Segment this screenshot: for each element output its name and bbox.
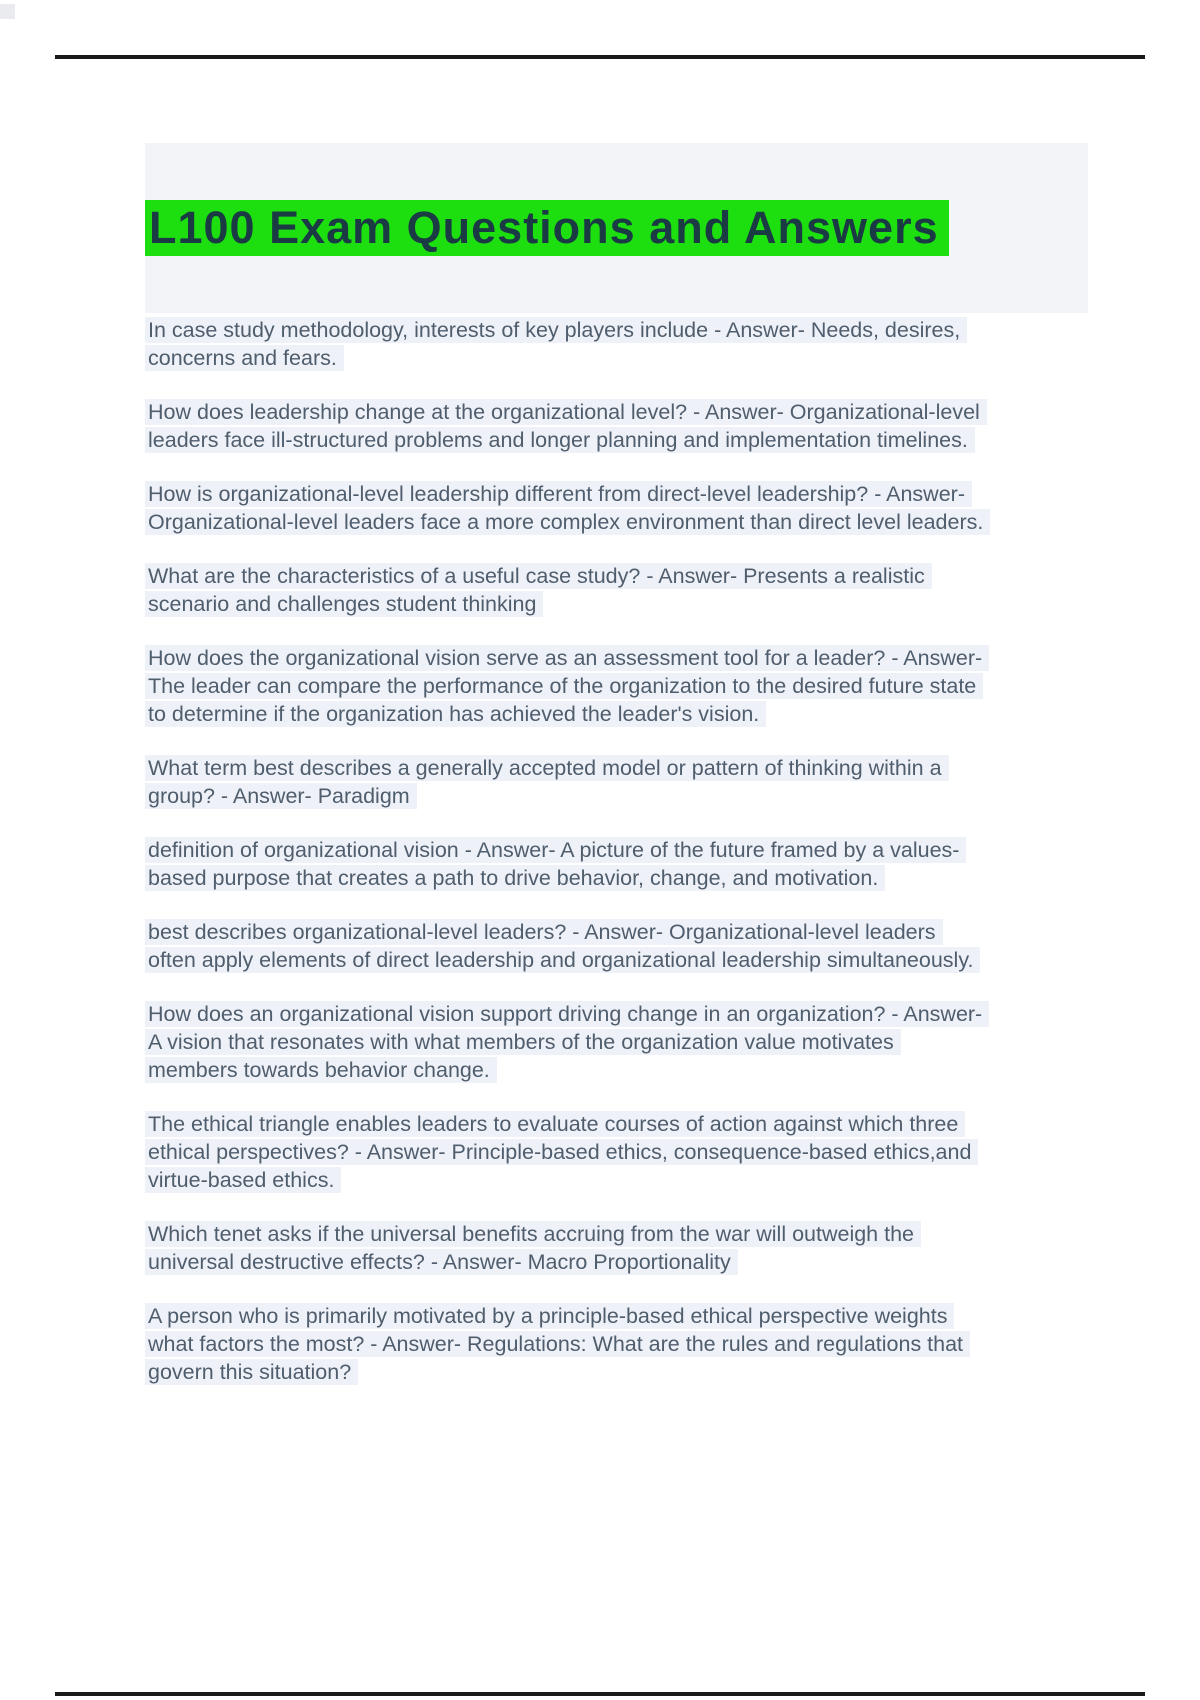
qa-line: what factors the most? - Answer- Regulations: What are the rules and regulations that [145,1331,970,1357]
qa-line: concerns and fears. [145,345,344,371]
qa-list [145,316,1088,1386]
page-corner-artifact [0,4,15,19]
qa-line: scenario and challenges student thinking [145,591,543,617]
document-content [145,143,1088,1412]
qa-paragraph [145,1302,1088,1386]
title-section [145,143,1088,313]
qa-line: leaders face ill-structured problems and longer planning and implementation timelines. [145,427,975,453]
qa-paragraph [145,480,1088,536]
qa-line: What are the characteristics of a useful case study? - Answer- Presents a realistic [145,563,932,589]
qa-paragraph [145,316,1088,372]
page-title-highlighted-text: L100 Exam Questions and Answers [145,200,949,256]
qa-paragraph [145,562,1088,618]
qa-line: universal destructive effects? - Answer- Macro Proportionality [145,1249,738,1275]
qa-line: A person who is primarily motivated by a principle-based ethical perspective weights [145,1303,954,1329]
qa-line: based purpose that creates a path to drive behavior, change, and motivation. [145,865,885,891]
qa-line: How does the organizational vision serve as an assessment tool for a leader? - Answer- [145,645,989,671]
qa-paragraph [145,918,1088,974]
page-title [145,200,1088,255]
qa-line: How does an organizational vision support driving change in an organization? - Answer- [145,1001,989,1027]
qa-paragraph [145,644,1088,728]
qa-paragraph [145,754,1088,810]
qa-line: ethical perspectives? - Answer- Principle-based ethics, consequence-based ethics,and [145,1139,978,1165]
qa-paragraph [145,1000,1088,1084]
qa-paragraph [145,1110,1088,1194]
qa-line: govern this situation? [145,1359,358,1385]
qa-line: best describes organizational-level leaders? - Answer- Organizational-level leaders [145,919,943,945]
qa-line: definition of organizational vision - Answer- A picture of the future framed by a values- [145,837,966,863]
qa-paragraph [145,836,1088,892]
qa-line: How is organizational-level leadership different from direct-level leadership? - Answer- [145,481,972,507]
qa-line: The ethical triangle enables leaders to evaluate courses of action against which three [145,1111,965,1137]
qa-line: What term best describes a generally accepted model or pattern of thinking within a [145,755,949,781]
top-border-line [55,55,1145,59]
qa-line: The leader can compare the performance of the organization to the desired future state [145,673,983,699]
qa-line: Which tenet asks if the universal benefits accruing from the war will outweigh the [145,1221,921,1247]
qa-line: virtue-based ethics. [145,1167,341,1193]
bottom-border-line [55,1692,1145,1696]
qa-line: A vision that resonates with what members of the organization value motivates [145,1029,901,1055]
qa-line: How does leadership change at the organizational level? - Answer- Organizational-level [145,399,987,425]
qa-line: to determine if the organization has achieved the leader's vision. [145,701,766,727]
qa-line: members towards behavior change. [145,1057,497,1083]
qa-line: In case study methodology, interests of key players include - Answer- Needs, desires, [145,317,967,343]
qa-line: often apply elements of direct leadership and organizational leadership simultaneously. [145,947,980,973]
qa-paragraph [145,398,1088,454]
qa-line: Organizational-level leaders face a more complex environment than direct level leaders. [145,509,990,535]
qa-line: group? - Answer- Paradigm [145,783,417,809]
qa-paragraph [145,1220,1088,1276]
